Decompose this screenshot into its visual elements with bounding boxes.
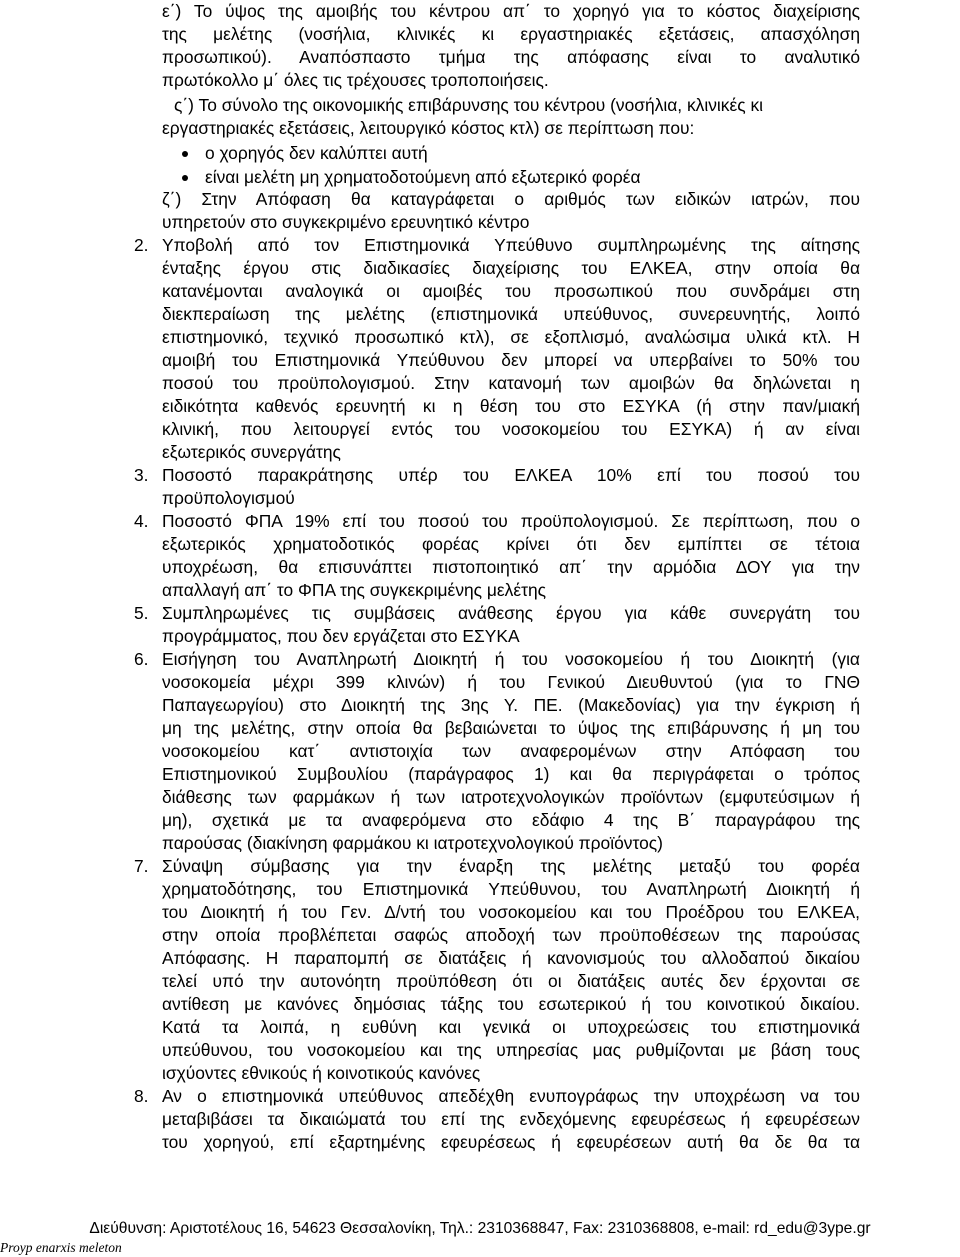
- list-item-4: [0, 510, 960, 533]
- item-text-line: νοσοκομείου κατ΄ αντιστοιχία των αναφερομένων στην Απόφαση του: [162, 741, 860, 761]
- text-line: [0, 117, 960, 140]
- item-text-line: ένταξης έργου στις διαδικασίες διαχείρισης του ΕΛΚΕΑ, στην οποία θα: [162, 258, 860, 278]
- text-line: [0, 901, 960, 924]
- text-line: [0, 69, 960, 92]
- item-text-line: του χορηγού, επί εξαρτημένης εφευρέσεως ή εφευρέσεων αυτή θα δε θα τα: [162, 1132, 860, 1152]
- text-line: [0, 625, 960, 648]
- clause-epsilon-line: της μελέτης (νοσήλια, κλινικές κι εργαστηριακές εξετάσεις, απασχόληση: [162, 24, 860, 44]
- item-text-line: κλινική, που λειτουργεί εντός του νοσοκομείου του ΕΣΥΚΑ) ή αν είναι: [162, 419, 860, 439]
- item-text-line: τελεί υπό την αυτονόητη προϋπόθεση ότι οι διατάξεις αυτές δεν έρχονται σε: [162, 971, 860, 991]
- clause-sigma-line: εργαστηριακές εξετάσεις, λειτουργικό κόστος κτλ) σε περίπτωση που:: [162, 118, 695, 138]
- text-line: [0, 372, 960, 395]
- footer-address: Διεύθυνση: Αριστοτέλους 16, 54623 Θεσσαλονίκη, Τηλ.: 2310368847, Fax: 2310368808, e-mail: rd_edu@3ype.gr: [89, 1220, 871, 1237]
- list-item-7: [0, 855, 960, 878]
- item-text-line: παρούσας (διακίνηση φαρμάκου κι ιατροτεχνολογικού προϊόντος): [162, 833, 663, 853]
- item-text-line: διάθεσης των φαρμάκων ή των ιατροτεχνολογικών προϊόντων (εμφυτεύσιμων ή: [162, 787, 860, 807]
- item-text-line: Ποσοστό παρακράτησης υπέρ του ΕΛΚΕΑ 10% επί του ποσού του: [162, 465, 860, 485]
- item-text-line: κατανέμονται αναλογικά οι αμοιβές του προσωπικού που συνδράμει στη: [162, 281, 860, 301]
- text-line: [0, 395, 960, 418]
- text-line: [0, 23, 960, 46]
- clause-zeta-line: ζ΄) Στην Απόφαση θα καταγράφεται ο αριθμός των ειδικών ιατρών, που: [162, 189, 860, 209]
- text-line: [0, 878, 960, 901]
- text-line: [0, 487, 960, 510]
- text-line: [0, 1039, 960, 1062]
- text-line: [0, 188, 960, 211]
- text-line: [0, 46, 960, 69]
- item-number: 3.: [134, 465, 149, 485]
- bullet-icon: [182, 175, 188, 181]
- text-line: [0, 280, 960, 303]
- item-text-line: Αν ο επιστημονικά υπεύθυνος απεδέχθη ενυπογράφως την υποχρέωση να του: [162, 1086, 860, 1106]
- list-item-2: [0, 234, 960, 257]
- list-item-6: [0, 648, 960, 671]
- text-line: [0, 924, 960, 947]
- list-item-8: [0, 1085, 960, 1108]
- bullet-icon: [182, 151, 188, 157]
- text-line: [0, 694, 960, 717]
- text-line: [0, 1062, 960, 1085]
- text-line: [0, 786, 960, 809]
- item-number: 4.: [134, 511, 149, 531]
- item-number: 6.: [134, 649, 149, 669]
- clause-epsilon-line: ε΄) Το ύψος της αμοιβής του κέντρου απ΄ το χορηγό για το κόστος διαχείρισης: [162, 1, 860, 21]
- text-line: [0, 740, 960, 763]
- item-text-line: Εισήγηση του Αναπληρωτή Διοικητή ή του νοσοκομείου ή του Διοικητή (για: [162, 649, 860, 669]
- clause-sigma-line: ς΄) Το σύνολο της οικονομικής επιβάρυνσης του κέντρου (νοσήλια, κλινικές κι: [174, 95, 764, 115]
- text-line: [0, 671, 960, 694]
- item-text-line: αμοιβή του Επιστημονικά Υπεύθυνου δεν μπορεί να υπερβαίνει το 50% του: [162, 350, 860, 370]
- item-text-line: προγράμματος, που δεν εργάζεται στο ΕΣΥΚΑ: [162, 626, 520, 646]
- item-text-line: χρηματοδότησης, του Επιστημονικά Υπεύθυνου, του Αναπληρωτή Διοικητή ή: [162, 879, 860, 899]
- text-line: [0, 0, 960, 23]
- item-text-line: Σύναψη σύμβασης για την έναρξη της μελέτης μεταξύ του φορέα: [162, 856, 860, 876]
- item-text-line: μη της μελέτης, στην οποία θα βεβαιώνεται το ύψος της επιβάρυνσης ή μη του: [162, 718, 860, 738]
- footer-divider: [0, 1212, 960, 1213]
- bullet-item: [0, 142, 960, 165]
- text-line: [0, 326, 960, 349]
- text-line: [0, 579, 960, 602]
- item-text-line: εξωτερικός συνεργάτης: [162, 442, 341, 462]
- text-line: [0, 832, 960, 855]
- item-text-line: ισχύοντες εθνικούς ή κοινοτικούς κανόνες: [162, 1063, 481, 1083]
- item-text-line: Κατά τα λοιπά, η ευθύνη και γενικά οι υποχρεώσεις του επιστημονικά: [162, 1017, 860, 1037]
- item-text-line: του Διοικητή ή του Γεν. Δ/ντή του νοσοκομείου και του Προέδρου του ΕΛΚΕΑ,: [162, 902, 860, 922]
- text-line: [0, 763, 960, 786]
- item-text-line: ποσού του προϋπολογισμού. Στην κατανομή των αμοιβών θα δηλώνεται η: [162, 373, 860, 393]
- item-text-line: μη), σχετικά με τα αναφερόμενα στο εδάφιο 4 της Β΄ παραγράφου της: [162, 810, 860, 830]
- text-line: [0, 809, 960, 832]
- text-line: [0, 303, 960, 326]
- item-number: 8.: [134, 1086, 149, 1106]
- item-number: 2.: [134, 235, 149, 255]
- item-text-line: αντίθεση με κανόνες δημόσιας τάξης του εσωτερικού ή του κοινοτικού δικαίου.: [162, 994, 860, 1014]
- footer-file-note: Proyp enarxis meleton: [0, 1240, 122, 1255]
- text-line: [0, 533, 960, 556]
- clause-epsilon-line: πρωτόκολλο μ΄ όλες τις τρέχουσες τροποποιήσεις.: [162, 70, 549, 90]
- text-line: [0, 717, 960, 740]
- item-text-line: υπεύθυνου, του νοσοκομείου και της υπηρεσίας μας ρυθμίζονται με βάση τους: [162, 1040, 860, 1060]
- list-item-3: [0, 464, 960, 487]
- item-text-line: Επιστημονικού Συμβουλίου (παράγραφος 1) και θα περιγράφεται ο τρόπος: [162, 764, 860, 784]
- item-text-line: Υποβολή από τον Επιστημονικά Υπεύθυνο συμπληρωμένης της αίτησης: [162, 235, 860, 255]
- item-text-line: ειδικότητα καθενός ερευνητή κι η θέση του στο ΕΣΥΚΑ (ή στην παν/μιακή: [162, 396, 860, 416]
- item-text-line: Απόφασης. Η παραπομπή σε διατάξεις ή κανονισμούς του αλλοδαπού δικαίου: [162, 948, 860, 968]
- text-line: [0, 418, 960, 441]
- item-text-line: απαλλαγή απ΄ το ΦΠΑ της συγκεκριμένης μελέτης: [162, 580, 547, 600]
- clause-zeta-line: υπηρετούν στο συγκεκριμένο ερευνητικό κέντρο: [162, 212, 530, 232]
- text-line: [0, 1131, 960, 1154]
- item-text-line: διεκπεραίωση της μελέτης (επιστημονικά υπεύθυνος, συνερευνητής, λοιπό: [162, 304, 860, 324]
- text-line: [0, 441, 960, 464]
- bullet-text: είναι μελέτη μη χρηματοδοτούμενη από εξωτερικό φορέα: [205, 167, 641, 187]
- text-line: [0, 556, 960, 579]
- list-item-5: [0, 602, 960, 625]
- text-line: [0, 211, 960, 234]
- item-number: 7.: [134, 856, 149, 876]
- item-text-line: μεταβιβάσει τα δικαιώματά του επί της ενδεχόμενης εφευρέσεως ή εφευρέσεων: [162, 1109, 860, 1129]
- item-text-line: Ποσοστό ΦΠΑ 19% επί του ποσού του προϋπολογισμού. Σε περίπτωση, που ο: [162, 511, 860, 531]
- item-text-line: Παπαγεωργίου) στο Διοικητή της 3ης Υ. ΠΕ. (Μακεδονίας) για την έγκριση ή: [162, 695, 860, 715]
- text-line: [0, 94, 960, 117]
- item-text-line: στην οποία προβλέπεται σαφώς αποδοχή των προϋποθέσεων της παρούσας: [162, 925, 860, 945]
- text-line: [0, 257, 960, 280]
- text-line: [0, 1016, 960, 1039]
- text-line: [0, 1108, 960, 1131]
- item-text-line: προϋπολογισμού: [162, 488, 295, 508]
- text-line: [0, 349, 960, 372]
- text-line: [0, 993, 960, 1016]
- text-line: [0, 970, 960, 993]
- item-text-line: υποχρέωση, θα επισυνάπτει πιστοποιητικό απ΄ την αρμόδια ΔΟΥ για την: [162, 557, 860, 577]
- item-number: 5.: [134, 603, 149, 623]
- item-text-line: επιστημονικό, τεχνικό προσωπικό κτλ), σε εξοπλισμό, αναλώσιμα υλικά κτλ. Η: [162, 327, 860, 347]
- text-line: [0, 947, 960, 970]
- bullet-text: ο χορηγός δεν καλύπτει αυτή: [205, 143, 428, 163]
- item-text-line: εξωτερικός χρηματοδοτικός φορέας κρίνει ότι δεν εμπίπτει σε τέτοια: [162, 534, 860, 554]
- bullet-item: [0, 166, 960, 189]
- item-text-line: νοσοκομεία μέχρι 399 κλινών) ή του Γενικού Διευθυντού (για το ΓΝΘ: [162, 672, 860, 692]
- clause-epsilon-line: προσωπικού). Αναπόσπαστο τμήμα της απόφασης είναι το αναλυτικό: [162, 47, 860, 67]
- item-text-line: Συμπληρωμένες τις συμβάσεις ανάθεσης έργου για κάθε συνεργάτη του: [162, 603, 860, 623]
